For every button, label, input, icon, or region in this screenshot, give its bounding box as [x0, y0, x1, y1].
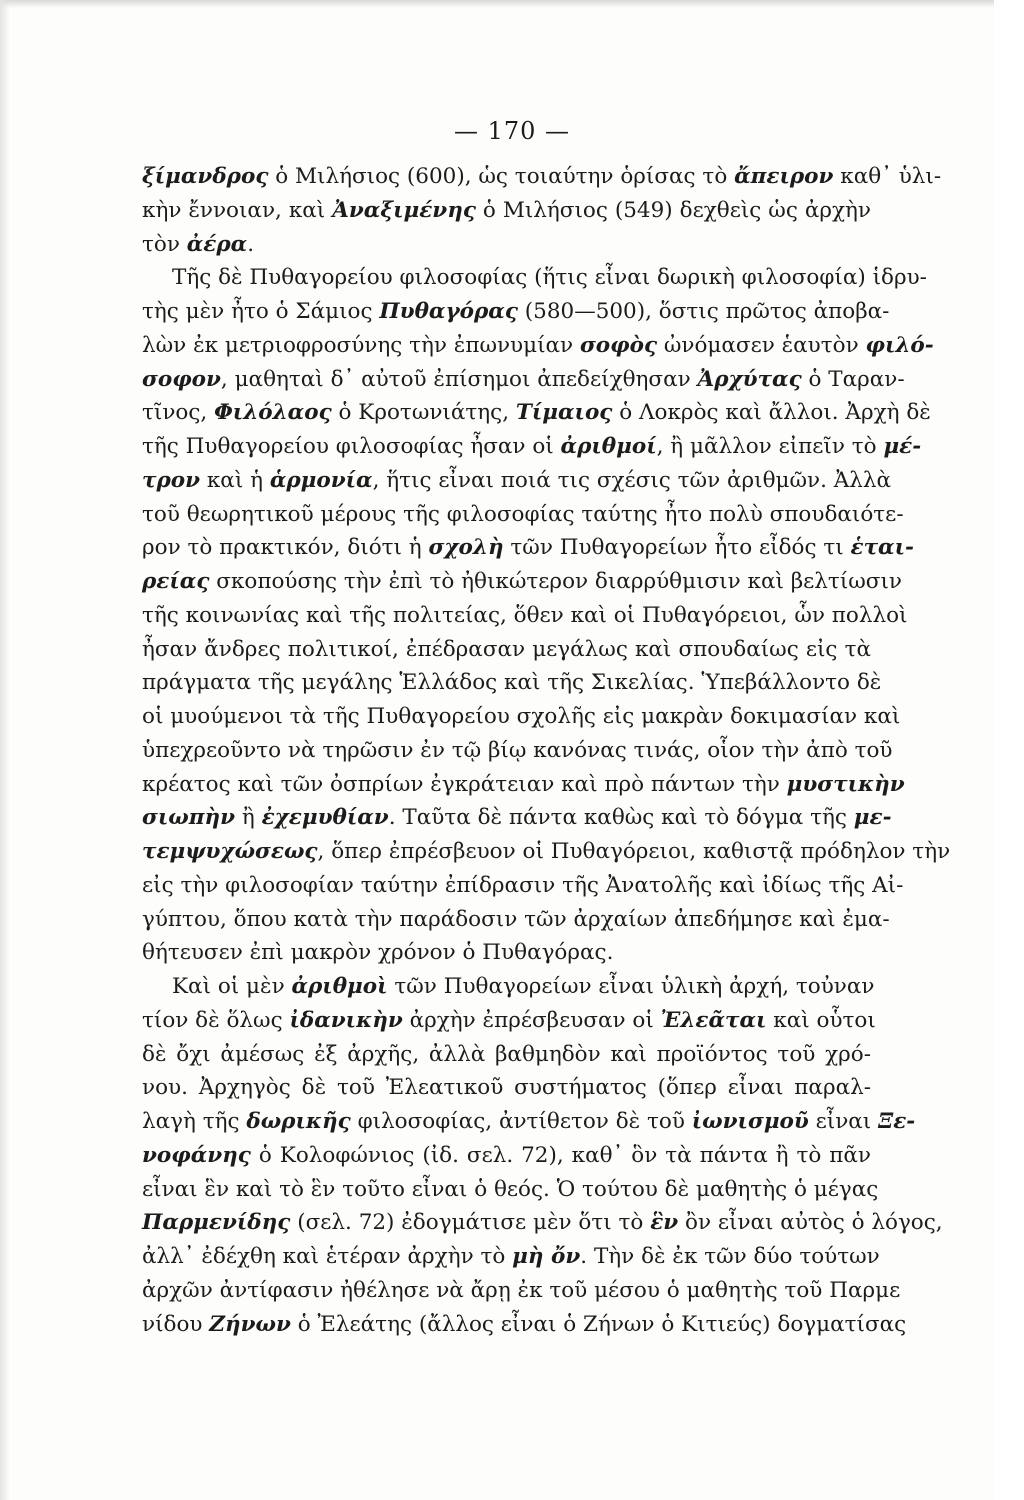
- emphasized-term: μέ-: [883, 434, 922, 459]
- text-line: [142, 1004, 876, 1038]
- text-line: [142, 1038, 871, 1072]
- emphasized-term: με-: [853, 805, 892, 831]
- emphasized-term: ἄπειρον: [734, 164, 834, 189]
- emphasized-term: Ζήνων: [209, 1311, 291, 1337]
- text-segment: καθ᾽ ὑλι-: [833, 164, 942, 189]
- text-line: [142, 903, 890, 937]
- text-line: [142, 1173, 879, 1207]
- scan-shadow-top: [0, 0, 994, 8]
- text-segment: , ἢ μᾶλλον εἰπεῖν τὸ: [656, 434, 884, 459]
- emphasized-term: ἐχεμυθίαν: [261, 805, 389, 831]
- emphasized-term: τεμψυχώσεως: [142, 839, 318, 864]
- text-segment: τῶν Πυθαγορείων εἶναι ὑλικὴ ἀρχή, τοὐναν: [387, 974, 875, 999]
- emphasized-term: ἁρμονία: [269, 467, 373, 493]
- emphasized-term: σιωπὴν: [142, 805, 236, 831]
- text-segment: τῆς Πυθαγορείου φιλοσοφίας ἦσαν οἱ: [142, 434, 561, 459]
- text-segment: σκοπούσης τὴν ἐπὶ τὸ ἠθικώτερον διαρρύθμισιν καὶ βελτίωσιν: [209, 569, 902, 594]
- text-segment: , μαθηταὶ δ᾽ αὐτοῦ ἐπίσημοι ἀπεδείχθησαν: [220, 366, 698, 392]
- text-segment: ὠνόμασεν ἑαυτὸν: [657, 332, 866, 358]
- emphasized-term: ἀέρα: [186, 231, 248, 257]
- text-line: [142, 700, 901, 734]
- text-segment: , ἥτις εἶναι ποιά τις σχέσις τῶν ἀριθμῶν. Ἀλλὰ: [372, 467, 892, 493]
- emphasized-term: νοφάνης: [142, 1142, 251, 1168]
- text-segment: τῖνος,: [142, 400, 215, 426]
- text-line: [142, 801, 892, 835]
- text-segment: θήτευσεν ἐπὶ μακρὸν χρόνον ὁ Πυθαγόρας.: [142, 940, 614, 966]
- emphasized-term: Παρμενίδης: [142, 1210, 291, 1236]
- emphasized-term: ἑται-: [850, 535, 914, 561]
- text-segment: τὸν: [142, 231, 187, 257]
- text-segment: τοῦ θεωρητικοῦ μέρους τῆς φιλοσοφίας ταύτης ἦτο πολὺ σπουδαιότε-: [142, 501, 904, 527]
- text-segment: ἀλλ᾽ ἐδέχθη καὶ ἑτέραν ἀρχὴν τὸ: [142, 1244, 513, 1269]
- text-segment: , ὅπερ ἐπρέσβευον οἱ Πυθαγόρειοι, καθιστᾷ πρόδηλον τὴν: [317, 839, 951, 864]
- text-line: [142, 970, 875, 1004]
- text-line: [142, 1274, 901, 1308]
- text-line: [142, 363, 905, 397]
- text-line: [142, 531, 914, 565]
- text-segment: τῆς κοινωνίας καὶ τῆς πολιτείας, ὅθεν καὶ οἱ Πυθαγόρειοι, ὧν πολλοὶ: [142, 602, 908, 628]
- text-segment: νου. Ἀρχηγὸς δὲ τοῦ Ἐλεατικοῦ συστήματος (ὅπερ εἶναι παραλ-: [142, 1075, 871, 1101]
- text-segment: ὁ Μιλήσιος (549) δεχθεὶς ὡς ἀρχὴν: [475, 197, 871, 223]
- text-segment: ὁ Λοκρὸς καὶ ἄλλοι. Ἀρχὴ δὲ: [612, 400, 931, 426]
- emphasized-term: Φιλόλαος: [214, 400, 332, 426]
- emphasized-term: σοφον: [142, 366, 221, 392]
- text-segment: ἀρχῶν ἀντίφασιν ἠθέλησε νὰ ἄρῃ ἐκ τοῦ μέσου ὁ μαθητὴς τοῦ Παρμε: [142, 1277, 901, 1303]
- text-line: [142, 1105, 916, 1139]
- text-line: [142, 599, 908, 633]
- text-segment: ἢ: [235, 805, 262, 831]
- text-segment: ὁ Κολοφώνιος (ἰδ. σελ. 72), καθ᾽ ὃν τὰ πάντα ἢ τὸ πᾶν: [250, 1142, 871, 1168]
- text-line: [142, 464, 892, 498]
- text-segment: ἦσαν ἄνδρες πολιτικοί, ἐπέδρασαν μεγάλως καὶ σπουδαίως εἰς τὰ: [142, 636, 871, 662]
- emphasized-term: Ἐλεᾶται: [660, 1007, 767, 1033]
- text-segment: λαγὴ τῆς: [142, 1109, 247, 1134]
- text-line: [142, 1240, 880, 1274]
- emphasized-term: δωρικῆς: [246, 1109, 351, 1134]
- text-line: [142, 396, 931, 430]
- text-segment: τίον δὲ ὅλως: [142, 1007, 290, 1033]
- page-number: — 170 —: [453, 117, 571, 145]
- text-segment: οἱ μυούμενοι τὰ τῆς Πυθαγορείου σχολῆς εἰς μακρὰν δοκιμασίαν καὶ: [142, 704, 901, 729]
- text-segment: . Τὴν δὲ ἐκ τῶν δύο τούτων: [580, 1244, 880, 1269]
- emphasized-term: ἀριθμοί: [560, 434, 657, 459]
- text-line: [142, 430, 922, 464]
- text-line: [142, 633, 871, 667]
- text-segment: πράγματα τῆς μεγάλης Ἑλλάδος καὶ τῆς Σικελίας. Ὑπεβάλλοντο δὲ: [142, 670, 882, 696]
- emphasized-term: ξίμανδρος: [142, 164, 269, 189]
- text-line: [142, 835, 951, 869]
- emphasized-term: Πυθαγόρας: [379, 299, 518, 324]
- text-segment: φιλοσοφίας, ἀντίθετον δὲ τοῦ: [350, 1109, 692, 1134]
- text-line: [142, 194, 871, 228]
- text-line: [142, 228, 871, 262]
- emphasized-term: ἰδανικὴν: [289, 1007, 403, 1033]
- text-segment: (σελ. 72) ἐδογμάτισε μὲν ὅτι τὸ: [290, 1210, 651, 1236]
- text-segment: ὁ Ταραν-: [801, 366, 905, 392]
- text-line: [142, 295, 890, 329]
- text-line: [142, 1071, 871, 1105]
- text-segment: δὲ ὄχι ἀμέσως ἐξ ἀρχῆς, ἀλλὰ βαθμηδὸν καὶ προϊόντος τοῦ χρό-: [142, 1041, 871, 1067]
- emphasized-term: ἓν: [650, 1210, 679, 1236]
- text-segment: τῶν Πυθαγορείων ἦτο εἶδός τι: [503, 535, 851, 561]
- text-segment: ὑπεχρεοῦντο νὰ τηρῶσιν ἐν τῷ βίῳ κανόνας τινάς, οἷον τὴν ἀπὸ τοῦ: [142, 737, 893, 763]
- text-segment: ὁ Κροτωνιάτης,: [331, 400, 516, 426]
- emphasized-term: σοφὸς: [579, 332, 658, 358]
- text-line: [142, 1206, 943, 1240]
- emphasized-term: Ἀρχύτας: [697, 366, 802, 392]
- text-segment: ὂν εἶναι αὐτὸς ὁ λόγος,: [678, 1210, 943, 1236]
- text-segment: λὼν ἐκ μετριοφροσύνης τὴν ἐπωνυμίαν: [142, 332, 580, 358]
- emphasized-term: μὴ ὄν: [512, 1244, 581, 1269]
- text-segment: .: [247, 231, 255, 257]
- text-segment: καὶ ἡ: [200, 467, 270, 493]
- text-line: [142, 261, 927, 295]
- text-segment: εἶναι: [808, 1109, 879, 1134]
- text-segment: νίδου: [142, 1311, 210, 1337]
- text-segment: ἀρχὴν ἐπρέσβευσαν οἱ: [402, 1007, 661, 1033]
- text-line: [142, 768, 905, 802]
- text-segment: ρον τὸ πρακτικόν, διότι ἡ: [142, 535, 429, 561]
- text-segment: (580—500), ὅστις πρῶτος ἀποβα-: [517, 299, 890, 324]
- text-line: [142, 329, 934, 363]
- text-line: [142, 734, 893, 768]
- emphasized-term: Τίμαιος: [515, 400, 613, 426]
- text-segment: Καὶ οἱ μὲν: [172, 974, 292, 999]
- text-segment: κὴν ἔννοιαν, καὶ: [142, 197, 333, 223]
- text-segment: ὁ Ἐλεάτης (ἄλλος εἶναι ὁ Ζήνων ὁ Κιτιεύς) δογματίσας: [290, 1311, 907, 1337]
- text-segment: . Ταῦτα δὲ πάντα καθὼς καὶ τὸ δόγμα τῆς: [388, 805, 854, 831]
- text-line: [142, 565, 902, 599]
- text-segment: ὁ Μιλήσιος (600), ὡς τοιαύτην ὁρίσας τὸ: [268, 164, 735, 189]
- text-line: [142, 666, 882, 700]
- emphasized-term: φιλό-: [865, 332, 934, 358]
- text-line: [142, 1139, 871, 1173]
- emphasized-term: ρείας: [142, 569, 210, 594]
- text-segment: τὴς μὲν ἦτο ὁ Σάμιος: [142, 299, 380, 324]
- text-line: [142, 936, 871, 970]
- emphasized-term: ἰωνισμοῦ: [691, 1109, 809, 1134]
- text-line: [142, 869, 904, 903]
- emphasized-term: τρον: [142, 467, 201, 493]
- text-segment: εἰς τὴν φιλοσοφίαν ταύτην ἐπίδρασιν τῆς Ἀνατολῆς καὶ ἰδίως τῆς Αἰ-: [142, 872, 904, 898]
- text-segment: κρέατος καὶ τῶν ὀσπρίων ἐγκράτειαν καὶ πρὸ πάντων τὴν: [142, 771, 787, 797]
- text-line: [142, 1308, 907, 1342]
- text-segment: γύπτου, ὅπου κατὰ τὴν παράδοσιν τῶν ἀρχαίων ἀπεδήμησε καὶ ἐμα-: [142, 906, 890, 932]
- emphasized-term: ἀριθμοὶ: [291, 974, 388, 999]
- emphasized-term: Ἀναξιμένης: [332, 197, 476, 223]
- body-text: [142, 160, 951, 1341]
- emphasized-term: Ξε-: [878, 1109, 916, 1134]
- emphasized-term: σχολὴ: [428, 535, 504, 561]
- text-segment: Τῆς δὲ Πυθαγορείου φιλοσοφίας (ἥτις εἶναι δωρικὴ φιλοσοφία) ἱδρυ-: [172, 265, 927, 291]
- text-line: [142, 498, 904, 532]
- text-segment: καὶ οὗτοι: [766, 1007, 876, 1033]
- text-segment: εἶναι ἓν καὶ τὸ ἓν τοῦτο εἶναι ὁ θεός. Ὁ τούτου δὲ μαθητὴς ὁ μέγας: [142, 1176, 879, 1202]
- emphasized-term: μυστικὴν: [786, 771, 905, 797]
- text-line: [142, 160, 942, 194]
- scan-shadow-left: [0, 0, 10, 1500]
